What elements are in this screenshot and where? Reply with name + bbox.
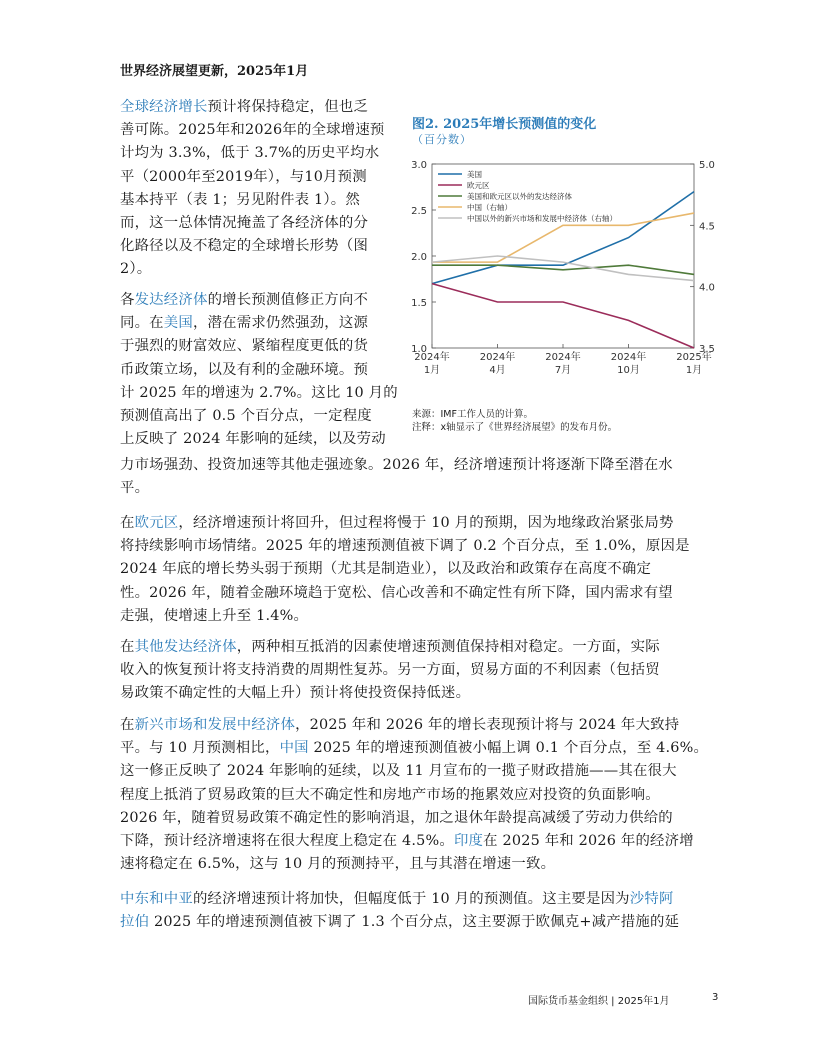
text-run: 各	[120, 292, 135, 308]
text-run: 在	[120, 515, 135, 531]
x-tick-label: 1月	[685, 365, 703, 376]
paragraph-middle-east-central-asia	[120, 888, 720, 934]
highlighted-term: 发达经济体	[134, 292, 208, 308]
text-line	[120, 212, 402, 235]
text-line	[120, 659, 720, 682]
paragraph-euro-area	[120, 512, 720, 628]
text-line	[120, 96, 402, 119]
text-run: 于强烈的财富效应、紧缩程度更低的货	[120, 338, 369, 355]
right-tick-label: 5.0	[699, 160, 715, 171]
series-line-2	[432, 284, 694, 348]
left-tick-label: 2.5	[411, 206, 427, 217]
text-line	[120, 636, 720, 659]
highlighted-term: 欧元区	[134, 515, 179, 531]
running-header: 世界经济展望更新，2025年1月	[120, 64, 309, 79]
left-tick-label: 3.0	[411, 160, 427, 171]
legend-label: 欧元区	[467, 181, 490, 190]
text-run: 2025 年的增速预测值被下调了 1.3 个百分点，这主要源于欧佩克+减产措施的延	[149, 914, 680, 931]
page-footer: 国际货币基金组织 | 2025年1月	[528, 996, 670, 1007]
text-line	[120, 853, 720, 876]
figure-title: 图2. 2025年增长预测值的变化	[412, 117, 597, 132]
text-run: 善可陈。2025年和2026年的全球增速预	[120, 122, 385, 139]
text-run: 收入的恢复预计将支持消费的周期性复苏。另一方面，贸易方面的不利因素（包括贸	[120, 662, 660, 679]
highlighted-term: 其他发达经济体	[134, 639, 237, 655]
highlighted-term: 美国	[163, 315, 193, 332]
x-tick-label: 2024年	[545, 352, 581, 363]
text-run: 而，这一总体情况掩盖了各经济体的分	[120, 215, 369, 232]
highlighted-term: 印度	[453, 833, 484, 850]
text-run: 平。与 10 月预测相比，	[120, 740, 280, 757]
text-line	[120, 382, 402, 405]
highlighted-term: 中东和中亚	[120, 891, 193, 907]
x-tick-label: 4月	[489, 365, 506, 376]
text-run: ，经济增速预计将回升，但过程将慢于 10 月的预期，因为地缘政治紧张局势	[178, 515, 674, 531]
paragraph-global-growth	[120, 96, 402, 282]
legend-label: 美国和欧元区以外的发达经济体	[467, 192, 572, 201]
page-number: 3	[712, 992, 719, 1003]
right-tick-label: 4.0	[699, 282, 715, 294]
text-run: 上反映了 2024 年影响的延续，以及劳动	[120, 431, 386, 448]
right-tick-label: 4.5	[699, 221, 715, 233]
x-tick-label: 2024年	[479, 352, 516, 363]
text-run: 2026 年，随着贸易政策不确定性的影响消退，加之退休年龄提高减缓了劳动力供给的	[120, 809, 673, 826]
text-run: 预计将保持稳定，但也乏	[207, 99, 369, 115]
x-tick-label: 10月	[617, 365, 640, 376]
text-line	[120, 359, 402, 382]
text-line	[120, 454, 720, 477]
text-run: ，潜在需求仍然强劲，这源	[192, 315, 369, 332]
text-line	[120, 714, 720, 737]
paragraph-other-advanced	[120, 636, 720, 706]
left-tick-label: 1.5	[411, 298, 427, 309]
text-run: 计均为 3.3%，低于 3.7%的历史平均水	[120, 145, 380, 162]
text-run: 2025 年的增速预测值被小幅上调 0.1 个百分点，至 4.6%。	[308, 740, 709, 757]
left-tick-label: 1.0	[411, 344, 427, 355]
x-tick-label: 2024年	[414, 352, 450, 363]
text-line	[120, 605, 720, 628]
figure-axis-note: 注释：x轴显示了《世界经济展望》的发布月份。	[412, 422, 618, 433]
text-run: 化路径以及不稳定的全球增长形势（图	[120, 238, 369, 255]
text-run: 计 2025 年的增速为 2.7%。这比 10 月的	[120, 384, 398, 401]
legend-label: 中国（右轴）	[467, 203, 512, 212]
text-line	[120, 911, 720, 934]
text-line	[120, 830, 720, 853]
text-run: 这一修正反映了 2024 年影响的延续，以及 11 月宣布的一揽子财政措施——其在很大	[120, 763, 677, 780]
paragraph-advanced-economies	[120, 289, 402, 451]
text-line	[120, 405, 402, 428]
highlighted-term: 沙特阿	[629, 891, 674, 907]
growth-forecast-chart	[400, 150, 720, 385]
paragraph-emerging-markets	[120, 714, 720, 876]
legend-label: 中国以外的新兴市场和发展中经济体（右轴）	[467, 214, 617, 223]
text-line	[120, 428, 402, 451]
text-run: 速将稳定在 6.5%，这与 10 月的预测持平，且与其潜在增速一致。	[120, 856, 556, 873]
figure-source-note: 来源：IMF工作人员的计算。	[412, 409, 533, 420]
x-tick-label: 2024年	[610, 352, 647, 363]
text-line	[120, 312, 402, 335]
text-run: 程度上抵消了贸易政策的巨大不确定性和房地产市场的拖累效应对投资的负面影响。	[120, 786, 660, 803]
text-run: 将持续影响市场情绪。2025 年的增速预测值被下调了 0.2 个百分点，至 1.0%，原因是	[120, 538, 690, 555]
text-line	[120, 888, 720, 911]
text-line	[120, 512, 720, 535]
text-line	[120, 335, 402, 358]
text-run: 基本持平（表 1；另见附件表 1）。然	[120, 191, 360, 208]
right-tick-label: 3.5	[699, 344, 715, 355]
text-run: 走强，使增速上升至 1.4%。	[120, 607, 309, 624]
text-run: 平（2000年至2019年），与10月预测	[120, 168, 367, 185]
x-tick-label: 2025年	[676, 352, 712, 363]
highlighted-term: 新兴市场和发展中经济体	[134, 717, 296, 733]
figure-subtitle: （百分数）	[412, 133, 472, 146]
text-line	[120, 258, 402, 281]
text-run: 币政策立场，以及有利的金融环境。预	[120, 361, 369, 378]
text-run: 在 2025 年和 2026 年的经济增	[483, 833, 694, 850]
text-run: 平。	[120, 480, 150, 497]
paragraph-advanced-economies-continued	[120, 454, 720, 500]
text-line	[120, 582, 720, 605]
legend-label: 美国	[467, 170, 482, 179]
text-line	[120, 760, 720, 783]
text-line	[120, 784, 720, 807]
text-run: 易政策不确定性的大幅上升）预计将使投资保持低迷。	[120, 685, 471, 702]
x-tick-label: 1月	[423, 365, 441, 376]
text-run: 同。在	[120, 315, 164, 332]
text-line	[120, 189, 402, 212]
text-line	[120, 737, 720, 760]
text-run: 的经济增速预计将加快，但幅度低于 10 月的预测值。这主要是因为	[192, 891, 630, 907]
text-line	[120, 289, 402, 312]
text-run: 2）。	[120, 261, 152, 278]
x-tick-label: 7月	[554, 365, 572, 376]
text-run: 力市场强劲、投资加速等其他走强迹象。2026 年，经济增速预计将逐渐下降至潜在水	[120, 457, 673, 473]
text-run: 下降，预计经济增速将在很大程度上稳定在 4.5%。	[120, 833, 454, 850]
figure-notes	[412, 408, 617, 434]
text-run: 在	[120, 717, 135, 733]
text-line	[120, 807, 720, 830]
text-run: 预测值高出了 0.5 个百分点，一定程度	[120, 408, 372, 425]
text-run: 性。2026 年，随着金融环境趋于宽松、信心改善和不确定性有所下降，国内需求有望	[120, 584, 673, 601]
text-run: ，两种相互抵消的因素使增速预测值保持相对稳定。一方面，实际	[236, 639, 660, 655]
left-tick-label: 2.0	[411, 252, 427, 263]
text-line	[120, 235, 402, 258]
text-line	[120, 477, 720, 500]
text-line	[120, 558, 720, 581]
highlighted-term: 拉伯	[120, 914, 150, 931]
text-run: ，2025 年和 2026 年的增长表现预计将与 2024 年大致持	[295, 717, 680, 733]
text-line	[120, 166, 402, 189]
text-line	[120, 535, 720, 558]
highlighted-term: 中国	[279, 740, 309, 757]
text-run: 2024 年底的增长势头弱于预期（尤其是制造业），以及政治和政策存在高度不确定	[120, 561, 652, 578]
text-line	[120, 119, 402, 142]
highlighted-term: 全球经济增长	[120, 99, 208, 115]
text-line	[120, 142, 402, 165]
text-run: 的增长预测值修正方向不	[207, 292, 369, 308]
text-run: 在	[120, 639, 135, 655]
text-line	[120, 682, 720, 705]
